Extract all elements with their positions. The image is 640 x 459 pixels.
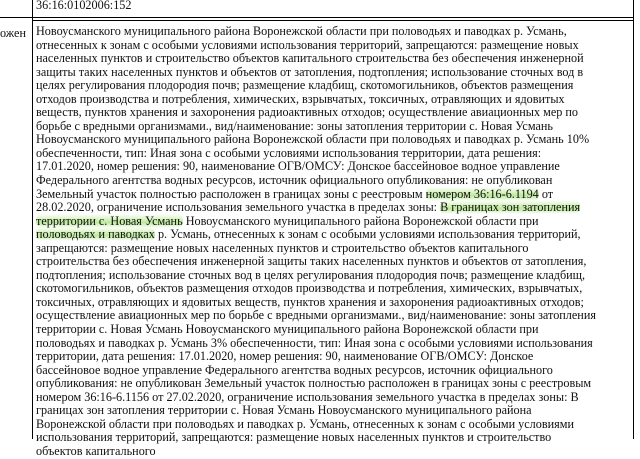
text-line	[36, 147, 634, 161]
text-segment: опубликования: не опубликован Земельный участок полностью расположен в границах зоны с реестровым	[36, 376, 592, 391]
text-segment: от	[538, 186, 554, 201]
text-segment: 28.02.2020, ограничение использования земельного участка в пределах зоны:	[36, 200, 441, 215]
text-segment: половодьях и паводках р. Усмань 3% обеспеченности, тип: Иная зона с особыми условиями использования	[36, 335, 593, 350]
row-divider	[0, 17, 634, 18]
text-line	[36, 120, 634, 134]
highlighted-text: территории с. Новая Усмань	[36, 213, 183, 228]
text-segment: Федерального агентства водных ресурсов, источник официального опубликования: не опубликован	[36, 173, 553, 188]
text-segment: обеспеченности, тип: Иная зона с особыми условиями использования территории, дата решения:	[36, 145, 542, 160]
text-line	[36, 309, 634, 323]
text-line	[36, 431, 634, 445]
text-segment: Новоусманского муниципального района Воронежской области при половодьях и паводках р. Усмань,	[36, 24, 567, 38]
text-segment: борьбе с вредными организмами., вид/наименование: зоны затопления территории с. Новая Усмань	[36, 118, 553, 133]
text-line	[36, 228, 634, 242]
text-line	[36, 93, 634, 107]
text-line	[36, 323, 634, 337]
text-segment: населенных пунктов и строительство объектов капитального строительства без обеспечения инженерной	[36, 51, 584, 66]
left-cell-label: ожен	[0, 26, 26, 40]
text-line	[36, 106, 634, 120]
text-line	[36, 255, 634, 269]
text-line	[36, 404, 634, 418]
text-line	[36, 66, 634, 80]
text-line	[36, 391, 634, 405]
text-line	[36, 160, 634, 174]
text-segment: Земельный участок полностью расположен в границах зоны с реестровым	[36, 186, 426, 201]
column-divider	[32, 0, 33, 439]
text-line	[36, 201, 634, 215]
text-segment: запрещаются: размещение новых населенных пунктов и строительство объектов капитального	[36, 240, 529, 255]
text-segment: бассейновое водное управление Федерального агентства водных ресурсов, источник официального	[36, 362, 553, 377]
text-line	[36, 242, 634, 256]
text-segment: токсичных, отравляющих и ядовитых веществ, пунктов хранения и захоронения радиоактивных отходов;	[36, 294, 584, 309]
text-line	[36, 282, 634, 296]
text-line	[36, 174, 634, 188]
text-line	[36, 133, 634, 147]
text-segment: границах зон затопления территории с. Новая Усмань Новоусманского муниципального района	[36, 403, 532, 418]
text-line	[36, 25, 634, 39]
text-segment: 17.01.2020, номер решения: 90, наименование ОГВ/ОМСУ: Донское бассейновое водное управление	[36, 159, 560, 174]
highlighted-text: половодьях и паводках	[36, 227, 155, 242]
text-segment: веществ, пунктов хранения и захоронения радиоактивных отходов; осуществление авиационных мер по	[36, 105, 578, 120]
text-line	[36, 39, 634, 53]
cadastral-number: 36:16:0102006:152	[36, 0, 132, 12]
text-segment: р. Усмань, отнесенных к зонам с особыми условиями использования территорий,	[154, 227, 581, 242]
text-line	[36, 364, 634, 378]
text-segment: номером 36:16-6.1156 от 27.02.2020, ограничение использования земельного участка в пределах зоны: В	[36, 389, 579, 404]
text-segment: подтопления; использование сточных вод в целях регулирования плодородия почв; размещение кладбищ,	[36, 267, 586, 282]
text-line	[36, 350, 634, 364]
text-segment: защиты таких населенных пунктов и объектов от затопления, подтопления; использование сточных вод в	[36, 64, 584, 79]
text-line	[36, 188, 634, 202]
text-line	[36, 215, 634, 229]
text-segment: целях регулирования плодородия почв; размещение кладбищ, скотомогильников, объектов размещения	[36, 78, 574, 93]
text-segment: объектов капитального	[36, 443, 156, 458]
text-segment: осуществление авиационных мер по борьбе с вредными организмами., вид/наименование: зоны затопления	[36, 308, 596, 323]
text-segment: отнесенных к зонам с особыми условиями использования территорий, запрещаются: размещение новых	[36, 37, 579, 52]
text-segment: использования территорий, запрещаются: размещение новых населенных пунктов и строительство	[36, 430, 552, 445]
text-line	[36, 296, 634, 310]
text-segment: скотомогильников, объектов размещения отходов производства и потребления, химических, взрывчатых,	[36, 281, 583, 296]
text-segment: территории с. Новая Усмань Новоусманского муниципального района Воронежской области при	[36, 322, 539, 337]
text-line	[36, 269, 634, 283]
text-line	[36, 445, 634, 459]
text-line	[36, 52, 634, 66]
text-line	[36, 79, 634, 93]
text-line	[36, 418, 634, 432]
text-line	[36, 377, 634, 391]
text-segment: Новоусманского муниципального района Воронежской области при	[182, 213, 539, 228]
highlighted-text: номером 36:16-6.1194	[425, 186, 539, 201]
text-segment: строительства без обеспечения инженерной защиты таких населенных пунктов и объектов от затопления,	[36, 254, 587, 269]
restriction-text	[36, 25, 634, 459]
text-segment: Новоусманского муниципального района Воронежской области при половодьях и паводках р. Усмань 10%	[36, 132, 590, 147]
row-divider-second	[32, 20, 634, 21]
text-segment: отходов производства и потребления, химических, взрывчатых, токсичных, отравляющих и ядовитых	[36, 91, 565, 106]
text-segment: территории, дата решения: 17.01.2020, номер решения: 90, наименование ОГВ/ОМСУ: Донское	[36, 349, 534, 364]
highlighted-text: В границах зон затопления	[440, 200, 581, 215]
text-segment: Воронежской области при половодьях и паводках р. Усмань, отнесенных к зонам с особыми условиями	[36, 416, 574, 431]
text-line	[36, 337, 634, 351]
